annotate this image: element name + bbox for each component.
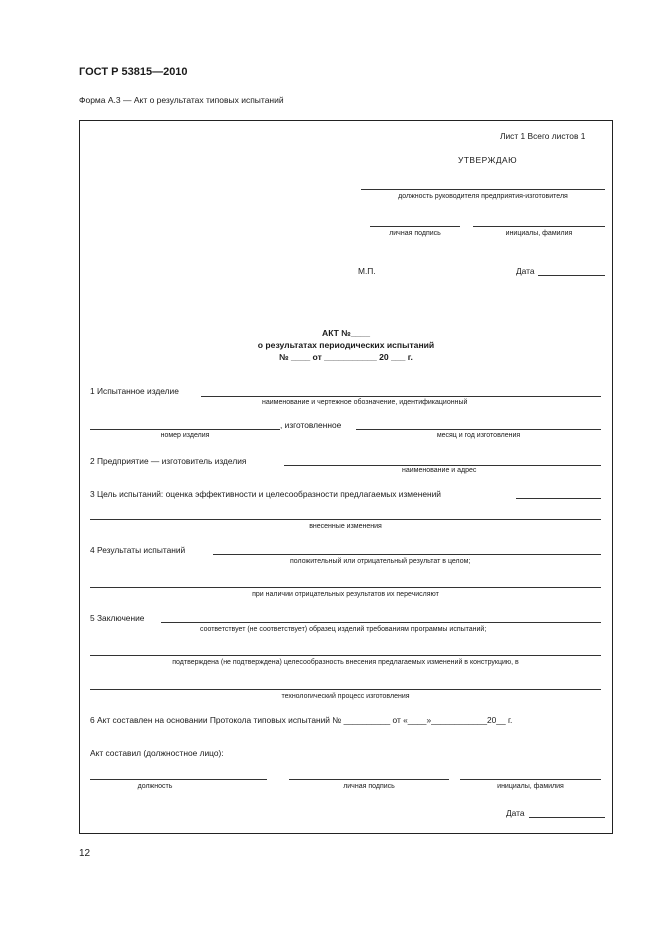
item1b-line-right <box>356 429 601 430</box>
item5c-line <box>90 689 601 690</box>
item1b-line-left <box>90 429 280 430</box>
item3b-line <box>90 519 601 520</box>
item5-line <box>161 622 601 623</box>
footer-date-line <box>529 817 605 818</box>
standard-number: ГОСТ Р 53815—2010 <box>79 66 188 78</box>
act-number-date: № ____ от ___________ 20 ___ г. <box>279 352 413 362</box>
footer-name-line <box>460 779 601 780</box>
item4-hint: положительный или отрицательный результат в целом; <box>290 558 471 565</box>
item1-line <box>201 396 601 397</box>
item3-line <box>516 498 601 499</box>
item4b-line <box>90 587 601 588</box>
item2-label: 2 Предприятие — изготовитель изделия <box>90 456 247 466</box>
seal-label: М.П. <box>358 266 376 276</box>
compiled-by-label: Акт составил (должностное лицо): <box>90 748 224 758</box>
item4b-hint: при наличии отрицательных результатов их перечисляют <box>252 591 439 598</box>
act-title: АКТ №____ <box>321 328 370 338</box>
act-subtitle: о результатах периодических испытаний <box>257 340 435 350</box>
item5-hint: соответствует (не соответствует) образец изделий требованиям программы испытаний; <box>200 626 487 633</box>
item4-line <box>213 554 601 555</box>
item1-label: 1 Испытанное изделие <box>90 386 179 396</box>
footer-position-line <box>90 779 267 780</box>
footer-date-label: Дата <box>506 808 525 818</box>
item1b-hint-left: номер изделия <box>160 432 210 439</box>
date-line <box>538 275 605 276</box>
footer-position-hint: должность <box>137 783 173 790</box>
sheet-count: Лист 1 Всего листов 1 <box>500 131 586 141</box>
item5c-hint: технологический процесс изготовления <box>281 693 410 700</box>
name-line <box>473 226 605 227</box>
footer-signature-hint: личная подпись <box>343 783 395 790</box>
footer-signature-line <box>289 779 449 780</box>
position-hint: должность руководителя предприятия-изготовителя <box>398 193 568 200</box>
item1b-made: , изготовленное <box>280 420 342 430</box>
item5-label: 5 Заключение <box>90 613 145 623</box>
date-label: Дата <box>516 266 535 276</box>
page-number: 12 <box>79 848 91 859</box>
form-frame <box>79 120 613 834</box>
signature-hint: личная подпись <box>389 230 441 237</box>
name-hint: инициалы, фамилия <box>505 230 573 237</box>
item5b-hint: подтверждена (не подтверждена) целесообразность внесения предлагаемых изменений в конструкцию, в <box>172 659 519 666</box>
approve-label: УТВЕРЖДАЮ <box>458 155 518 165</box>
position-line <box>361 189 605 190</box>
item5b-line <box>90 655 601 656</box>
footer-name-hint: инициалы, фамилия <box>497 783 564 790</box>
signature-line <box>370 226 460 227</box>
item1b-hint-right: месяц и год изготовления <box>436 432 521 439</box>
item2-hint: наименование и адрес <box>402 467 477 474</box>
item1-hint: наименование и чертежное обозначение, идентификационный <box>262 399 468 406</box>
item4-label: 4 Результаты испытаний <box>90 545 186 555</box>
item2-line <box>284 465 601 466</box>
item3-label: 3 Цель испытаний: оценка эффективности и целесообразности предлагаемых изменений <box>90 489 441 499</box>
item6-text: 6 Акт составлен на основании Протокола типовых испытаний № __________ от «____»____________20__ г. <box>90 715 513 725</box>
form-caption: Форма А.3 — Акт о результатах типовых испытаний <box>79 95 284 105</box>
item3-hint: внесенные изменения <box>309 523 382 530</box>
